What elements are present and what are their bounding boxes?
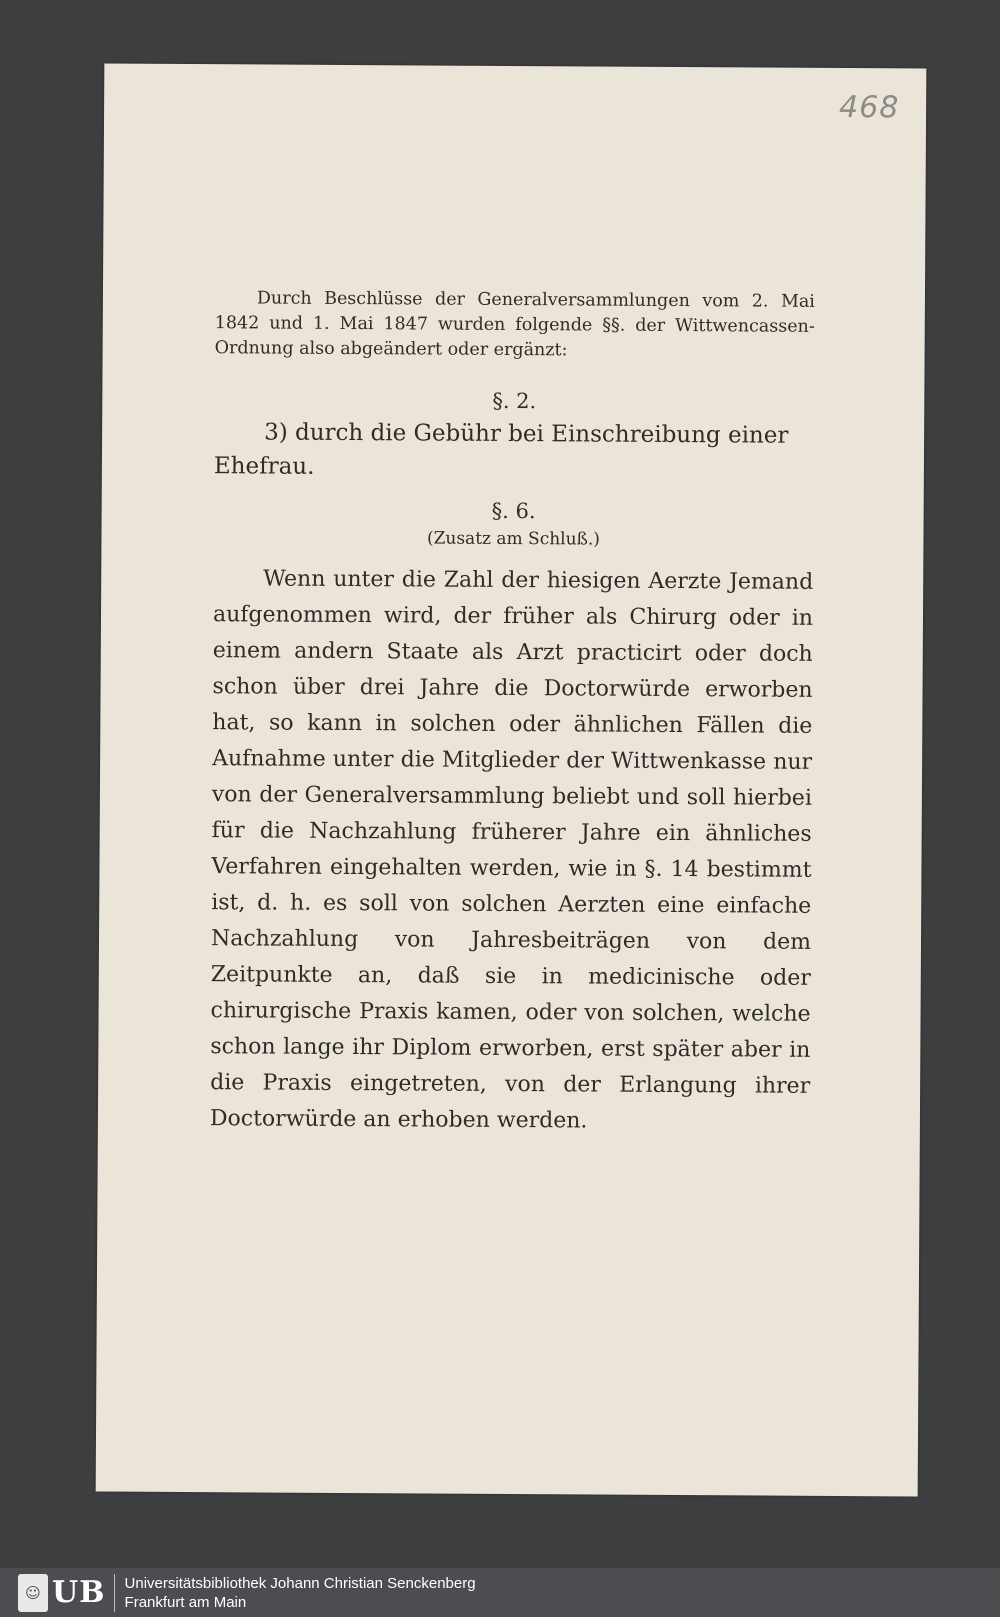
folio-number: 468 bbox=[839, 89, 900, 126]
institution-line-1: Universitätsbibliothek Johann Christian Senckenberg bbox=[124, 1574, 476, 1592]
library-logo[interactable] bbox=[18, 1571, 106, 1615]
page-content bbox=[210, 286, 815, 1141]
preamble-text: Durch Beschlüsse der Generalversammlungen vom 2. Mai 1842 und 1. Mai 1847 wurden folgende §§. der Wittwencassen-Ordnung also abgeändert oder ergänzt: bbox=[214, 288, 815, 361]
section-2-text: 3) durch die Gebühr bei Einschreibung einer Ehefrau. bbox=[213, 419, 789, 480]
footer-divider bbox=[114, 1574, 115, 1612]
library-footer bbox=[0, 1568, 1000, 1617]
section-6-supplement: (Zusatz am Schluß.) bbox=[426, 528, 601, 550]
document-page bbox=[96, 64, 927, 1497]
logo-text: UB bbox=[52, 1575, 106, 1610]
institution-line-2: Frankfurt am Main bbox=[124, 1593, 247, 1611]
section-2-heading: §. 2. bbox=[492, 388, 537, 414]
portrait-icon: ☺ bbox=[18, 1574, 48, 1612]
section-6-heading: §. 6. bbox=[491, 498, 536, 524]
section-6-text: Wenn unter die Zahl der hiesigen Aerzte Jemand aufgenommen wird, der früher als Chirurg oder in einem andern Staate als Arzt practicirt oder doch schon über drei Jahre die Doctorwürde erworben hat, so kann in solchen oder ähnlichen Fällen die Aufnahme unter die Mitglieder der Wittwenkasse nur von der Generalversammlung beliebt und soll hierbei für die Nachzahlung früherer Jahre ein ähnliches Verfahren eingehalten werden, wie in §. 14 bestimmt ist, d. h. es soll von solchen Aerzten eine einfache Nachzahlung von Jahresbeiträgen von dem Zeitpunkte an, daß sie in medicinische oder chirurgische Praxis kamen, oder von solchen, welche schon lange ihr Diplom erworben, erst später aber in die Praxis eingetreten, von der Erlangung ihrer Doctorwürde an erhoben werden. bbox=[209, 566, 814, 1134]
institution-name bbox=[125, 1574, 476, 1612]
